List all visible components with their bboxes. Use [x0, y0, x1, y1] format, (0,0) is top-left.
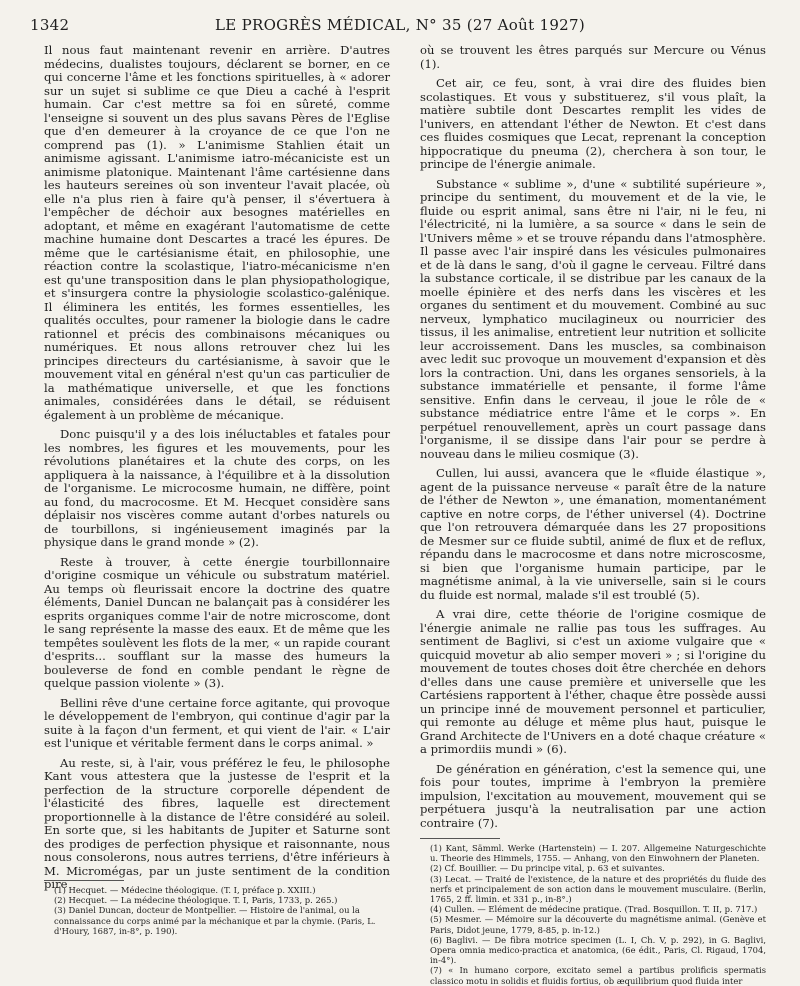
journal-title: LE PROGRÈS MÉDICAL, N° 35 (27 Août 1927) [215, 16, 585, 34]
footnote-rule [44, 880, 124, 881]
paragraph: Donc puisqu'il y a des lois inéluctables et fatales pour les nombres, les figures et les mouvements, pour les révolutions planétaires et la chute des corps, on les appliquera à la naissance, à l'équilibre et à la dissolution de l'organisme. Le microcosme humain, ne diffère, point au fond, du macrocosme. Et M. Hecquet considère sans déplaisir nos viscères comme autant d'orbes naturels ou de tourbillons, si ingénieusement imaginés par la physique dans le grand monde » (2). [44, 427, 390, 549]
footnote: (2) Cf. Bouillier. — Du principe vital, p. 63 et suivantes. [430, 863, 665, 874]
paragraph: Reste à trouver, à cette énergie tourbillonnaire d'origine cosmique un véhicule ou substratum matériel. Au temps où fleurissait encore la doctrine des quatre éléments, Daniel Duncan ne balançait pas à considérer les esprits organiques comme l'air de notre microscome, dont le sang représente la masse des eaux. Et de même que les tempêtes soulèvent les flots de la mer, « un rapide courant d'esprits... soufflant sur la masse des humeurs la bouleverse de fond en comble pendant le règne de quelque passion violente » (3). [44, 554, 390, 690]
paragraph: De génération en génération, c'est la semence qui, une fois pour toutes, imprime à l'embryon la première impulsion, l'excitation au mouvement, mouvement qui se perpétuera jusqu'à la neutralisation par une action contraire (7). [420, 761, 766, 830]
footnote: (7) « In humano corpore, excitato semel a partibus prolificis spermatis classico motu in solidis et fluidis fortius, ob æquilibrium quod fluida inter [430, 965, 766, 986]
paragraph: Bellini rêve d'une certaine force agitante, qui provoque le développement de l'embryon, qui continue d'agir par la suite à la façon d'un ferment, et qui vient de l'air. « L'air est l'unique et véritable ferment dans le corps animal. » [44, 695, 390, 750]
footnote: (3) Daniel Duncan, docteur de Montpellier. — Histoire de l'animal, ou la connaissance du corps animé par la méchanique et par la chymie. (Paris, L. d'Houry, 1687, in-8°, p. 190). [54, 905, 376, 936]
paragraph: Cet air, ce feu, sont, à vrai dire des fluides bien scolastiques. Et vous y substituerez, s'il vous plaît, la matière subtile dont Descartes remplit les vides de l'univers, en attendant l'éther de Newton. Et c'est dans ces fluides cosmiques que Lecat, reprenant la conception hippocratique du pneuma (2), cherchera à son tour, le principe de l'énergie animale. [420, 76, 766, 171]
right-footnotes [420, 838, 766, 986]
paragraph: A vrai dire, cette théorie de l'origine cosmique de l'énergie animale ne rallie pas tous les suffrages. Au sentiment de Baglivi, si c'est un axiome vulgaire que « quicquid movetur ab alio semper moveri » ; si l'origine du mouvement de toutes choses doit être cherchée en dehors d'elles dans une cause première et universelle que les Cartésiens rapportent à l'éther, chaque être possède aussi un principe inné de mouvement personnel et particulier, qui remonte au déluge et même plus haut, puisque le Grand Architecte de l'Univers en a doté chaque créature « a primordiis mundi » (6). [420, 607, 766, 756]
running-head [30, 14, 770, 36]
paragraph: Cullen, lui aussi, avancera que le «fluide élastique », agent de la puissance nerveuse « paraît être de la nature de l'éther de Newton », une émanation, momentanément captive en notre corps, de l'éther universel (4). Doctrine que l'on retrouvera démarquée dans les 27 propositions de Mesmer sur ce fluide subtil, animé de flux et de reflux, répandu dans le macrocosme et dans notre microscosme, si bien que l'organisme humain participe, par le magnétisme animal, à la vie universelle, sain si le cours du fluide est normal, malade s'il est troublé (5). [420, 466, 766, 602]
footnote: (3) Lecat. — Traité de l'existence, de la nature et des propriétés du fluide des nerfs et principalement de son action dans le mouvement musculaire. (Berlin, 1765, 2 ff. limin. et 331 p., in-8°.) [430, 873, 766, 905]
paragraph: Il nous faut maintenant revenir en arrière. D'autres médecins, dualistes toujours, déclarent se borner, en ce qui concerne l'âme et les fonctions spirituelles, à « adorer sur un sujet si sublime ce que Dieu a caché à l'esprit humain. Car c'est mettre sa foi en sûreté, comme l'enseigne si souvent un des plus savans Pères de l'Eglise que d'en demeurer à la croyance de ce que l'on ne comprend pas (1). » L'animisme Stahlien était un animisme agissant. L'animisme iatro-mécaniciste est un animisme platonique. Maintenant l'âme cartésienne dans les hauteurs sereines où son inventeur l'avait placée, où elle n'a plus rien à faire qu'à penser, il s'évertuera à l'empêcher de déchoir aux besognes matérielles en adoptant, et même en exagérant l'automatisme de cette machine humaine dont Descartes a tracé les épures. De même que le cartésianisme était, en philosophie, une réaction contre la scolastique, l'iatro-mécanicisme n'en est qu'une transposition dans le plan physiopathologique, et s'insurgera contre la physiologie scolastico-galénique. Il éliminera les entités, les formes essentielles, les qualités occultes, pour ramener la biologie dans le cadre rationnel et précis des combinaisons mécaniques ou numériques. Et nous allons retrouver chez lui les principes directeurs du cartésianisme, à savoir que le mouvement vital en général n'est qu'un cas particulier de la mathématique universelle, et que les fonctions animales, considérées dans le détail, se réduisent également à un problème de mécanique. [44, 43, 390, 422]
right-column [420, 44, 766, 986]
left-footnotes [44, 872, 390, 936]
footnote: (5) Mesmer. — Mémoire sur la découverte du magnétisme animal. (Genève et Paris, Didot jeune, 1779, 8-85, p. in-12.) [430, 914, 766, 935]
page-number: 1342 [30, 16, 70, 34]
footnote: (1) Kant, Sämml. Werke (Hartenstein) — I. 207. Allgemeine Naturgeschichte u. Theorie des Himmels, 1755. — Anhang, von den Einwohnern der Planeten. [430, 843, 766, 864]
paragraph: Au reste, si, à l'air, vous préférez le feu, le philosophe Kant vous attestera que la justesse de l'esprit et la perfection de la structure corporelle dépendent de l'élasticité des fibres, laquelle est directement proportionnelle à la distance de l'être considéré au soleil. En sorte que, si les habitants de Jupiter et Saturne sont des prodiges de perfection physique et raisonnante, nous nous consolerons, nous autres terriens, d'être inférieurs à M. Micromégas, par un juste sentiment de la condition pire [44, 755, 390, 891]
footnote: (1) Hecquet. — Médecine théologique. (T. I, préface p. XXIII.) [54, 885, 316, 895]
footnote: (6) Baglivi. — De fibra motrice specimen (L. I, Ch. V, p. 292), in G. Baglivi, Opera omnia medico-practica et anatomica, (6e édit., Paris, Cl. Rigaud, 1704, in-4°). [430, 934, 766, 966]
left-column [44, 44, 390, 892]
footnote: (4) Cullen. — Elément de médecine pratique. (Trad. Bosquillon. T. II, p. 717.) [430, 904, 758, 915]
footnote-rule [420, 838, 500, 839]
footnote: (2) Hecquet. — La médecine théologique. T. I, Paris, 1733, p. 265.) [54, 895, 338, 906]
paragraph: où se trouvent les êtres parqués sur Mercure ou Vénus (1). [420, 43, 766, 71]
paragraph: Substance « sublime », d'une « subtilité supérieure », principe du sentiment, du mouvement et de la vie, le fluide ou esprit animal, sans être ni l'air, ni le feu, ni l'électricité, ni la lumière, a sa source « dans le sein de l'Univers même » et se trouve répandu dans l'atmosphère. Il passe avec l'air inspiré dans les vésicules pulmonaires et de là dans le sang, d'où il gagne le cerveau. Filtré dans la substance corticale, il se distribue par les canaux de la moelle épinière et des nerfs dans les viscères et les organes du sentiment et du mouvement. Combiné au suc nerveux, lymphatico mucilagineux ou nourricier des tissus, il les animalise, entretient leur nutrition et sollicite leur accroissement. Dans les muscles, sa combinaison avec ledit suc provoque un mouvement d'expansion et dès lors la contraction. Uni, dans les organes sensoriels, à la substance immatérielle et pensante, il forme l'âme sensitive. Enfin dans le cerveau, il joue le rôle de « substance médiatrice entre l'âme et le corps ». En perpétuel renouvellement, après un court passage dans l'organisme, il se dissipe dans l'air pour se perdre à nouveau dans le milieu cosmique (3). [420, 176, 766, 461]
